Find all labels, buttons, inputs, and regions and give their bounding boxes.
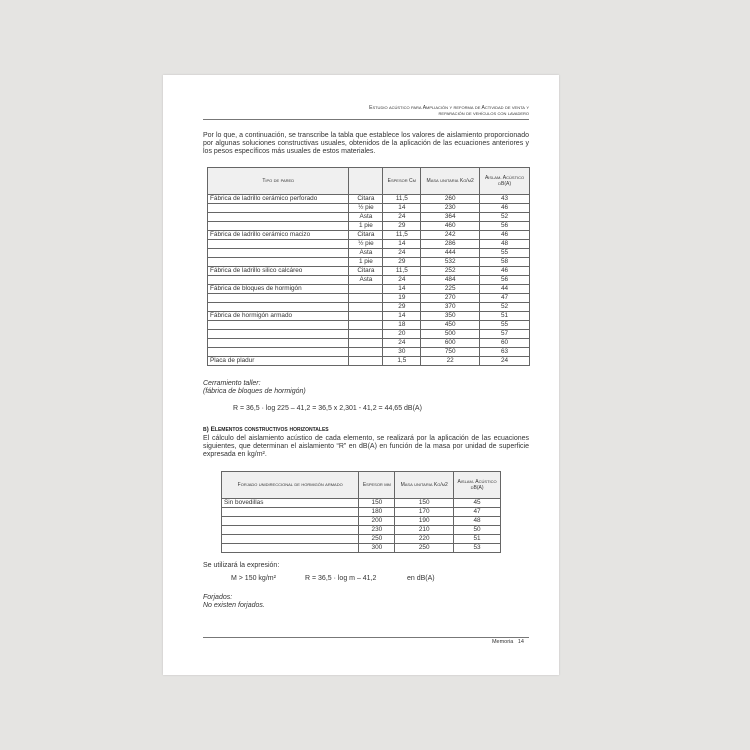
- table-cell: [222, 517, 359, 526]
- table-cell: 57: [480, 330, 530, 339]
- table-cell: 14: [383, 285, 421, 294]
- table-cell: 300: [359, 544, 395, 553]
- table-cell: 350: [421, 312, 480, 321]
- table-cell: Fábrica de ladrillo cerámico macizo: [208, 231, 349, 240]
- table-cell: 19: [383, 294, 421, 303]
- table-cell: [208, 222, 349, 231]
- expression-unit: en dB(A): [407, 575, 435, 582]
- table-cell: 47: [480, 294, 530, 303]
- table-cell: 200: [359, 517, 395, 526]
- table-cell: 14: [383, 312, 421, 321]
- page-footer: [492, 639, 524, 645]
- table-cell: 286: [421, 240, 480, 249]
- table-row: [222, 508, 501, 517]
- table-cell: 250: [359, 535, 395, 544]
- table-cell: [208, 213, 349, 222]
- table-cell: 1,5: [383, 357, 421, 366]
- table-cell: 484: [421, 276, 480, 285]
- table-cell: 18: [383, 321, 421, 330]
- floor-insulation-table: [221, 471, 501, 553]
- header-cell: [349, 168, 383, 195]
- table-cell: Fábrica de ladrillo cerámico perforado: [208, 195, 349, 204]
- footer-divider: [203, 637, 529, 638]
- table-cell: [208, 321, 349, 330]
- table-cell: 24: [383, 339, 421, 348]
- table-cell: Asta: [349, 213, 383, 222]
- table-row: [208, 213, 530, 222]
- table-row: [208, 240, 530, 249]
- table-cell: 250: [395, 544, 454, 553]
- table-cell: [349, 321, 383, 330]
- table-cell: 532: [421, 258, 480, 267]
- table-cell: 220: [395, 535, 454, 544]
- table-cell: 56: [480, 222, 530, 231]
- forjados-text: No existen forjados.: [203, 602, 265, 609]
- table-header-row: [222, 472, 501, 499]
- table-cell: [208, 276, 349, 285]
- table-cell: [208, 303, 349, 312]
- table-cell: 48: [480, 240, 530, 249]
- table-cell: 22: [421, 357, 480, 366]
- table-row: [208, 258, 530, 267]
- table-cell: 24: [383, 276, 421, 285]
- forjados-title: Forjados:: [203, 594, 233, 601]
- table-cell: 230: [359, 526, 395, 535]
- table-cell: 190: [395, 517, 454, 526]
- table-row: [208, 348, 530, 357]
- table-cell: 55: [480, 249, 530, 258]
- table-row: [208, 195, 530, 204]
- table-row: [208, 330, 530, 339]
- table-cell: 48: [454, 517, 501, 526]
- header-cell: Tipo de pared: [208, 168, 349, 195]
- table-cell: Sin bovedillas: [222, 499, 359, 508]
- table-cell: 1 pie: [349, 222, 383, 231]
- table-cell: 44: [480, 285, 530, 294]
- table-cell: 63: [480, 348, 530, 357]
- table-cell: [349, 312, 383, 321]
- table-cell: 24: [383, 249, 421, 258]
- table-row: [208, 357, 530, 366]
- table-cell: [349, 285, 383, 294]
- table-cell: [349, 357, 383, 366]
- table-cell: 55: [480, 321, 530, 330]
- table-cell: 225: [421, 285, 480, 294]
- table-cell: Asta: [349, 249, 383, 258]
- forjados-note: [203, 594, 529, 610]
- table-row: [208, 276, 530, 285]
- page-number: 14: [517, 639, 524, 645]
- table-cell: [222, 526, 359, 535]
- cerramiento-title: Cerramiento taller:: [203, 380, 261, 387]
- footer-label: Memoria: [491, 639, 514, 645]
- table-cell: 450: [421, 321, 480, 330]
- table-cell: 600: [421, 339, 480, 348]
- table-cell: 50: [454, 526, 501, 535]
- table-cell: 29: [383, 222, 421, 231]
- table-cell: 11,5: [383, 195, 421, 204]
- table-cell: Fábrica de hormigón armado: [208, 312, 349, 321]
- table-cell: 260: [421, 195, 480, 204]
- table-cell: 46: [480, 231, 530, 240]
- table-row: [208, 321, 530, 330]
- table-row: [208, 222, 530, 231]
- table-row: [208, 285, 530, 294]
- table-cell: [208, 249, 349, 258]
- table-cell: 46: [480, 267, 530, 276]
- table-row: [208, 339, 530, 348]
- table-cell: Citara: [349, 195, 383, 204]
- table-cell: 252: [421, 267, 480, 276]
- table-cell: 20: [383, 330, 421, 339]
- table-cell: 460: [421, 222, 480, 231]
- table-row: [208, 231, 530, 240]
- table-cell: [208, 258, 349, 267]
- table-cell: 46: [480, 204, 530, 213]
- table-cell: 150: [395, 499, 454, 508]
- expression-condition: M > 150 kg/m²: [231, 575, 276, 582]
- table-cell: [208, 294, 349, 303]
- table-cell: 58: [480, 258, 530, 267]
- table-row: [222, 517, 501, 526]
- table-cell: [222, 508, 359, 517]
- table-cell: 45: [454, 499, 501, 508]
- table-header-row: [208, 168, 530, 195]
- table-cell: [349, 303, 383, 312]
- table-cell: 52: [480, 213, 530, 222]
- table-cell: [222, 535, 359, 544]
- table-cell: 11,5: [383, 267, 421, 276]
- table-cell: 444: [421, 249, 480, 258]
- table-cell: 24: [480, 357, 530, 366]
- table-cell: 750: [421, 348, 480, 357]
- table-cell: 150: [359, 499, 395, 508]
- table-cell: Placa de pladur: [208, 357, 349, 366]
- header-line-2: reparación de vehículos con lavadero: [438, 111, 529, 117]
- table-row: [222, 535, 501, 544]
- header-cell: Aislam. Acústico dB(A): [454, 472, 501, 499]
- table-cell: 29: [383, 303, 421, 312]
- table-cell: 60: [480, 339, 530, 348]
- header-cell: Espesor mm: [359, 472, 395, 499]
- table-cell: 14: [383, 204, 421, 213]
- table-cell: Citara: [349, 267, 383, 276]
- table-cell: [208, 330, 349, 339]
- table-cell: 242: [421, 231, 480, 240]
- table-cell: 51: [454, 535, 501, 544]
- table-cell: 56: [480, 276, 530, 285]
- table-cell: 43: [480, 195, 530, 204]
- table-cell: 30: [383, 348, 421, 357]
- table-cell: 29: [383, 258, 421, 267]
- table-cell: 170: [395, 508, 454, 517]
- table-row: [208, 303, 530, 312]
- table-cell: [349, 294, 383, 303]
- table-cell: ½ pie: [349, 240, 383, 249]
- header-cell: Masa unitaria Kg/m2: [421, 168, 480, 195]
- page-header: [203, 105, 529, 120]
- table-cell: [349, 339, 383, 348]
- table-cell: 11,5: [383, 231, 421, 240]
- cerramiento-label: [203, 380, 529, 396]
- table-cell: 270: [421, 294, 480, 303]
- table-cell: [208, 348, 349, 357]
- wall-insulation-table: [207, 167, 530, 366]
- table-cell: [349, 348, 383, 357]
- table-row: [208, 204, 530, 213]
- table-cell: Fábrica de ladrillo silico calcáreo: [208, 267, 349, 276]
- table-cell: Citara: [349, 231, 383, 240]
- section-b-title: b) Elementos constructivos horizontales: [203, 426, 329, 433]
- table-cell: 364: [421, 213, 480, 222]
- table-cell: [349, 330, 383, 339]
- header-cell: Espesor Cm: [383, 168, 421, 195]
- cerramiento-formula: R = 36,5 · log 225 – 41,2 = 36,5 x 2,301 - 41,2 = 44,65 dB(A): [233, 405, 422, 412]
- table-cell: 180: [359, 508, 395, 517]
- header-cell: Forjado unidireccional de hormigón armado: [222, 472, 359, 499]
- table-cell: 500: [421, 330, 480, 339]
- table-cell: [208, 240, 349, 249]
- table-cell: 52: [480, 303, 530, 312]
- table-row: [222, 499, 501, 508]
- table-row: [208, 267, 530, 276]
- table-row: [222, 526, 501, 535]
- table-cell: 51: [480, 312, 530, 321]
- header-cell: Aislam. Acústico dB(A): [480, 168, 530, 195]
- table-row: [208, 294, 530, 303]
- table-cell: 24: [383, 213, 421, 222]
- table-cell: 370: [421, 303, 480, 312]
- header-line-1: Estudio acústico para Ampliación y reforma de Actividad de venta y: [369, 105, 529, 111]
- section-b-text: El cálculo del aislamiento acústico de cada elemento, se realizará por la aplicación de las ecuaciones siguientes, que determinan el aislamiento “R” en dB(A) en función de la masa por unidad de superficie expresada en kg/m².: [203, 435, 529, 458]
- table-cell: 14: [383, 240, 421, 249]
- table-row: [208, 312, 530, 321]
- intro-paragraph: Por lo que, a continuación, se transcribe la tabla que establece los valores de aislamiento proporcionado por algunas soluciones constructivas usuales, obtenidos de la aplicación de las ecuaciones anteriores y los pesos específicos más usuales de estos materiales.: [203, 132, 529, 155]
- table-cell: [222, 544, 359, 553]
- table-cell: 47: [454, 508, 501, 517]
- expression-formula: R = 36,5 · log m – 41,2: [305, 575, 377, 582]
- table-cell: 1 pie: [349, 258, 383, 267]
- table-cell: 230: [421, 204, 480, 213]
- table-row: [222, 544, 501, 553]
- table-cell: 210: [395, 526, 454, 535]
- expression-intro: Se utilizará la expresión:: [203, 562, 280, 569]
- header-cell: Masa unitaria Kg/m2: [395, 472, 454, 499]
- table-cell: Asta: [349, 276, 383, 285]
- table-cell: [208, 339, 349, 348]
- table-cell: ½ pie: [349, 204, 383, 213]
- document-page: [163, 75, 559, 675]
- cerramiento-subtitle: (fábrica de bloques de hormigón): [203, 388, 306, 395]
- table-row: [208, 249, 530, 258]
- table-cell: Fábrica de bloques de hormigón: [208, 285, 349, 294]
- table-cell: [208, 204, 349, 213]
- table-cell: 53: [454, 544, 501, 553]
